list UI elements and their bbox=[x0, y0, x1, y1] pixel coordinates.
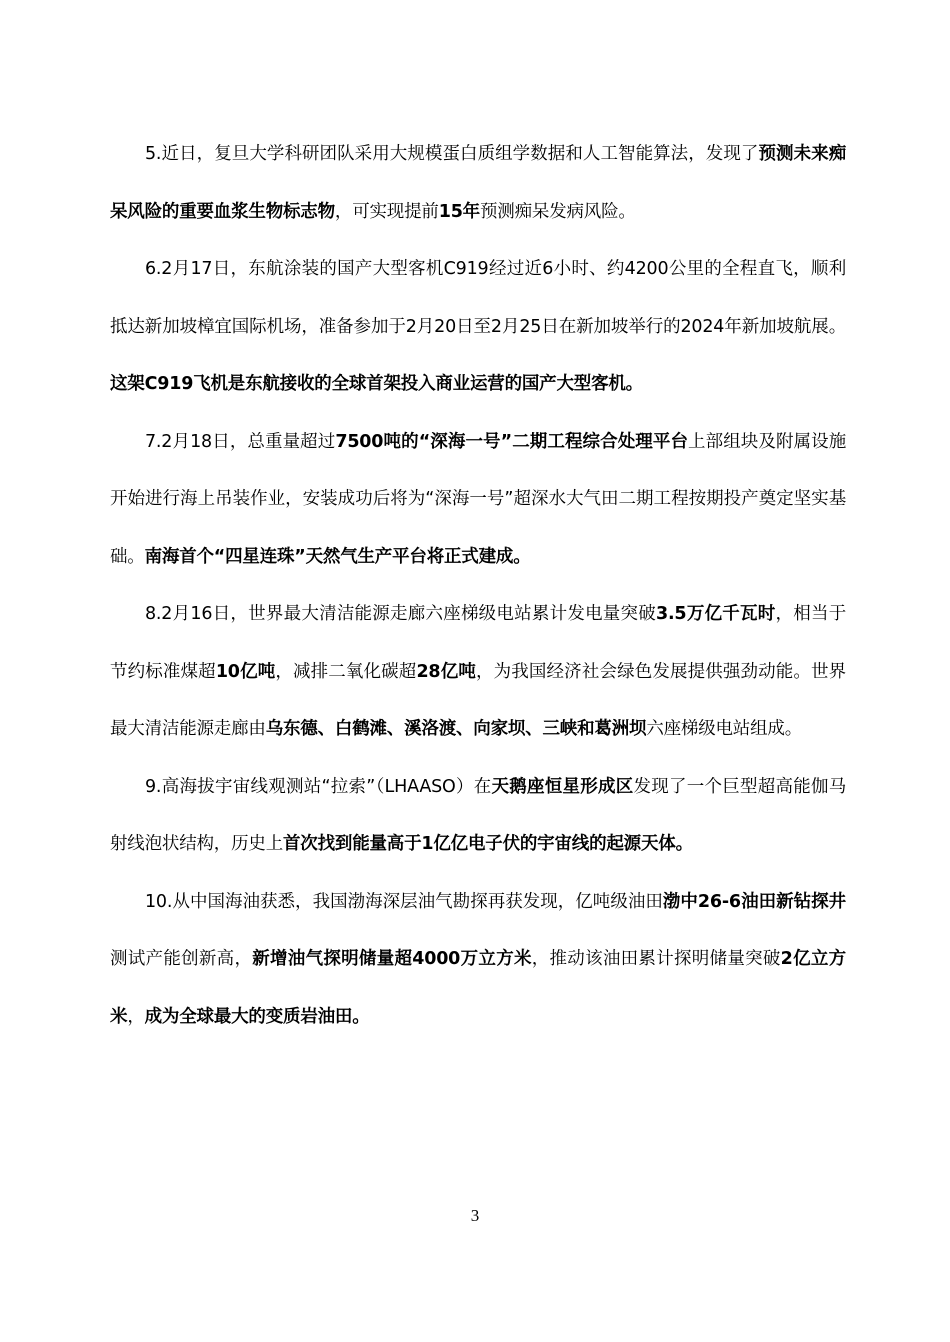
document-body bbox=[110, 126, 846, 1046]
body-text: 测试产能创新高， bbox=[110, 949, 253, 969]
body-text: 六座梯级电站组成。 bbox=[646, 719, 803, 739]
emphasized-text: 28亿吨 bbox=[416, 661, 477, 682]
news-item-8 bbox=[110, 586, 846, 759]
body-text: ， bbox=[127, 1006, 145, 1027]
body-text: ，减排二氧化碳超 bbox=[275, 661, 417, 682]
body-text: 发现了一个巨型超高能伽马射线泡状结构，历史上 bbox=[110, 776, 847, 854]
emphasized-text: 乌东德、白鹤滩、溪洛渡、向家坝、三峡和葛洲坝 bbox=[265, 719, 647, 739]
news-item-7 bbox=[110, 414, 846, 587]
emphasized-text: 2亿立方米 bbox=[110, 949, 846, 1027]
page-number: 3 bbox=[470, 1206, 480, 1225]
news-item-6 bbox=[110, 241, 846, 414]
emphasized-text: 成为全球最大的变质岩油田。 bbox=[144, 1006, 370, 1027]
emphasized-text: 这架C919飞机是东航接收的全球首架投入商业运营的国产大型客机。 bbox=[110, 374, 643, 394]
body-text: ，为我国经济社会绿色发展提供强劲动能。世界最大清洁能源走廊由 bbox=[110, 661, 846, 739]
body-text: 7.2月18日，总重量超过 bbox=[145, 431, 336, 452]
body-text: 6.2月17日，东航涂装的国产大型客机C919经过近6小时、约4200公里的全程直飞，顺利抵达新加坡樟宜国际机场，准备参加于2月20日至2月25日在新加坡举行的2024年新加坡航展。 bbox=[110, 259, 846, 337]
emphasized-text: 7500吨的“深海一号”二期工程综合处理平台 bbox=[335, 431, 689, 452]
body-text: 上部组块及附属设施开始进行海上吊装作业，安装成功后将为“深海一号”超深水大气田二期工程按期投产奠定坚实基础。 bbox=[110, 431, 847, 567]
body-text: ，相当于节约标准煤超 bbox=[110, 604, 846, 682]
emphasized-text: 首次找到能量高于1亿亿电子伏的宇宙线的起源天体。 bbox=[283, 834, 693, 854]
body-text: 10.从中国海油获悉，我国渤海深层油气勘探再获发现，亿吨级油田 bbox=[145, 891, 663, 912]
emphasized-text: 15年 bbox=[438, 201, 480, 222]
emphasized-text: 预测未来痴呆风险的重要血浆生物标志物 bbox=[110, 144, 846, 222]
body-text: ，可实现提前 bbox=[334, 201, 439, 222]
body-text: 8.2月16日，世界最大清洁能源走廊六座梯级电站累计发电量突破 bbox=[145, 604, 656, 624]
body-text: 5.近日，复旦大学科研团队采用大规模蛋白质组学数据和人工智能算法，发现了 bbox=[145, 144, 759, 164]
news-item-9 bbox=[110, 759, 846, 874]
emphasized-text: 3.5万亿千瓦时 bbox=[656, 604, 776, 624]
emphasized-text: 10亿吨 bbox=[215, 661, 276, 682]
emphasized-text: 新增油气探明储量超4000万立方米 bbox=[252, 949, 532, 969]
emphasized-text: 渤中26-6油田新钻探井 bbox=[662, 891, 846, 912]
news-item-10 bbox=[110, 874, 846, 1047]
emphasized-text: 南海首个“四星连珠”天然气生产平台将正式建成。 bbox=[144, 546, 531, 567]
emphasized-text: 天鹅座恒星形成区 bbox=[491, 776, 634, 797]
news-item-5 bbox=[110, 126, 846, 241]
body-text: 9.高海拔宇宙线观测站“拉索”（LHAASO）在 bbox=[145, 776, 492, 797]
body-text: 预测痴呆发病风险。 bbox=[479, 201, 636, 222]
body-text: ，推动该油田累计探明储量突破 bbox=[531, 949, 781, 969]
